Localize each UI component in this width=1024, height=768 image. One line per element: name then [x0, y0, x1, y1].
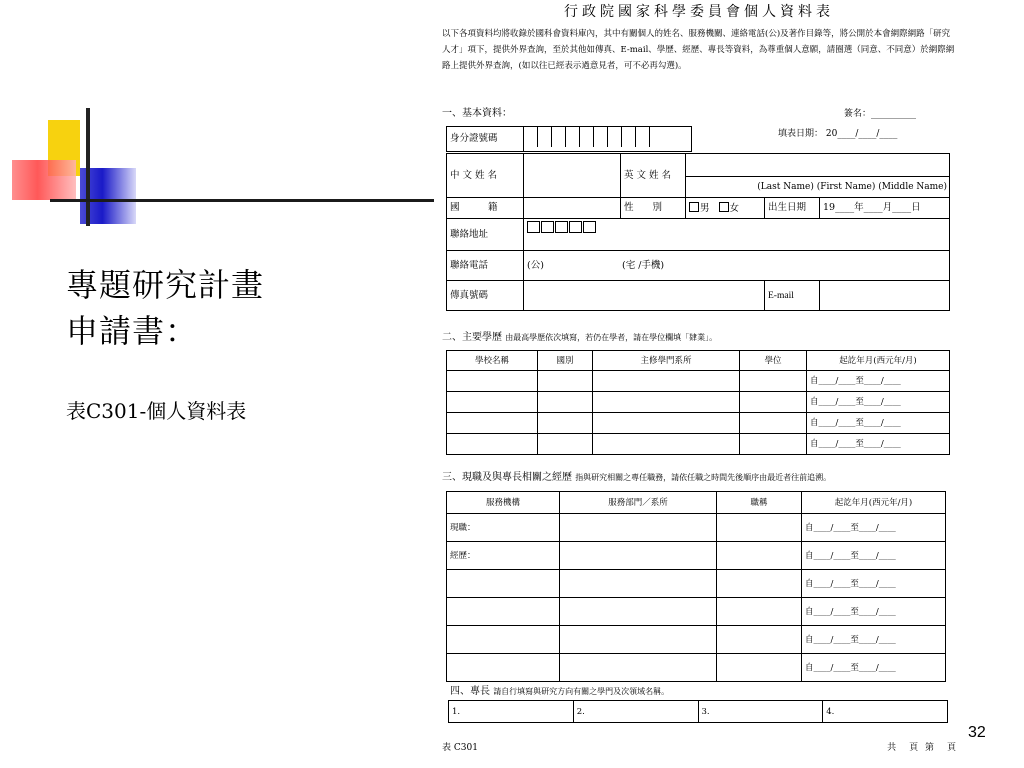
gender-label: 性 別 — [621, 198, 686, 219]
fill-date: 填表日期： 20____/____/____ — [778, 129, 898, 139]
date-range: 自____/____至____/____ — [802, 654, 946, 682]
birth-label: 出生日期 — [765, 198, 820, 219]
specialty-field[interactable]: 2. — [573, 701, 698, 723]
phone-office: (公) — [527, 259, 544, 271]
basic-info-table — [446, 153, 950, 311]
page-count: 共 頁 第 頁 — [887, 743, 958, 753]
address-field[interactable] — [524, 219, 950, 251]
slide-title: 專題研究計畫 申請書： — [66, 266, 265, 350]
education-note: 由最高學歷依次填寫，若仍在學者，請在學位欄填「肄業」。 — [505, 333, 718, 342]
cname-label: 中 文 姓 名 — [447, 154, 524, 198]
fax-label: 傳真號碼 — [447, 281, 524, 311]
edu-header-country: 國別 — [538, 351, 593, 371]
decor-horizontal-line — [50, 199, 434, 202]
exp-row-label: 現職： — [447, 514, 560, 542]
edu-header-period: 起訖年月(西元年/月) — [807, 351, 950, 371]
experience-title: 三、現職及與專長相關之經歷 — [442, 472, 572, 483]
address-label: 聯絡地址 — [447, 219, 524, 251]
table-row[interactable] — [447, 570, 946, 598]
female-label: 女 — [729, 202, 740, 214]
birth-field[interactable]: 19____年____月____日 — [820, 198, 950, 219]
date-range: 自____/____至____/____ — [807, 392, 950, 413]
ename-hint: (Last Name) (First Name) (Middle Name) — [757, 182, 947, 192]
edu-header-degree: 學位 — [740, 351, 807, 371]
date-range: 自____/____至____/____ — [802, 626, 946, 654]
specialty-note: 請自行填寫與研究方向有關之學門及次領域名稱。 — [493, 687, 670, 696]
exp-header-title: 職稱 — [717, 492, 802, 514]
phone-label: 聯絡電話 — [447, 251, 524, 281]
edu-header-school: 學校名稱 — [447, 351, 538, 371]
education-title: 二、主要學歷 — [442, 332, 502, 343]
male-label: 男 — [700, 202, 710, 214]
id-number-boxes[interactable] — [524, 127, 692, 152]
education-table — [446, 350, 950, 455]
date-range: 自____/____至____/____ — [802, 570, 946, 598]
gender-options[interactable] — [686, 198, 765, 219]
table-row[interactable] — [447, 654, 946, 682]
decor-vertical-line — [86, 108, 90, 226]
experience-table — [446, 491, 946, 682]
edu-header-major: 主修學門系所 — [593, 351, 740, 371]
id-table — [446, 126, 692, 152]
experience-note: 指與研究相關之專任職務，請依任職之時間先後順序由最近者往前追溯。 — [575, 473, 832, 482]
ename-label: 英 文 姓 名 — [621, 154, 686, 198]
specialty-table — [448, 700, 948, 723]
section-education-heading — [442, 332, 717, 344]
section-basic-heading: 一、基本資料： — [442, 108, 512, 119]
exp-header-org: 服務機構 — [447, 492, 560, 514]
ename-field[interactable] — [686, 154, 950, 198]
table-row[interactable] — [447, 598, 946, 626]
email-field[interactable] — [820, 281, 950, 311]
form-code: 表 C301 — [442, 743, 478, 753]
email-label: E-mail — [765, 281, 820, 311]
id-label: 身分證號碼 — [447, 127, 524, 152]
fax-field[interactable] — [524, 281, 765, 311]
date-range: 自____/____至____/____ — [807, 371, 950, 392]
nationality-field[interactable] — [524, 198, 621, 219]
exp-row-label: 經歷： — [447, 542, 560, 570]
decor-red-square — [12, 160, 76, 200]
specialty-field[interactable]: 1. — [449, 701, 574, 723]
specialty-field[interactable]: 4. — [823, 701, 948, 723]
form-document — [440, 4, 958, 764]
date-range: 自____/____至____/____ — [807, 413, 950, 434]
signature-line: 簽名：__________ — [844, 109, 917, 119]
date-range: 自____/____至____/____ — [807, 434, 950, 455]
form-title: 行政院國家科學委員會個人資料表 — [564, 4, 834, 20]
specialty-field[interactable]: 3. — [698, 701, 823, 723]
date-range: 自____/____至____/____ — [802, 542, 946, 570]
specialty-title: 四、專長 — [450, 686, 490, 697]
slide-subtitle: 表C301-個人資料表 — [66, 399, 247, 423]
phone-home: (宅 /手機) — [621, 259, 665, 271]
cname-field[interactable] — [524, 154, 621, 198]
table-row[interactable] — [447, 434, 950, 455]
female-checkbox[interactable] — [719, 202, 729, 212]
date-range: 自____/____至____/____ — [802, 598, 946, 626]
date-range: 自____/____至____/____ — [802, 514, 946, 542]
table-row[interactable] — [447, 514, 946, 542]
exp-header-dept: 服務部門／系所 — [560, 492, 717, 514]
section-specialty-heading — [450, 686, 669, 698]
table-row[interactable] — [447, 392, 950, 413]
table-row[interactable] — [447, 626, 946, 654]
nationality-label: 國 籍 — [447, 198, 524, 219]
male-checkbox[interactable] — [689, 202, 699, 212]
phone-field[interactable] — [524, 251, 950, 281]
table-row[interactable] — [447, 542, 946, 570]
slide-page-number: 32 — [968, 724, 986, 741]
table-row[interactable] — [447, 413, 950, 434]
section-experience-heading — [442, 472, 831, 484]
form-intro: 以下各項資料均將收錄於國科會資料庫內，其中有關個人的姓名、服務機關、連絡電話(公)及著作目錄等，將公開於本會網際網路「研究人才」項下，提供外界查詢，至於其他如傳真、E-mail、學歷、經歷、專長等資料，為尊重個人意願，請圈選（同意、不同意）於網際網路上提供外界查詢，(如以往已經表示過意見者，可不必再勾選)。 — [442, 29, 955, 71]
exp-header-period: 起訖年月(西元年/月) — [802, 492, 946, 514]
table-row[interactable] — [447, 371, 950, 392]
